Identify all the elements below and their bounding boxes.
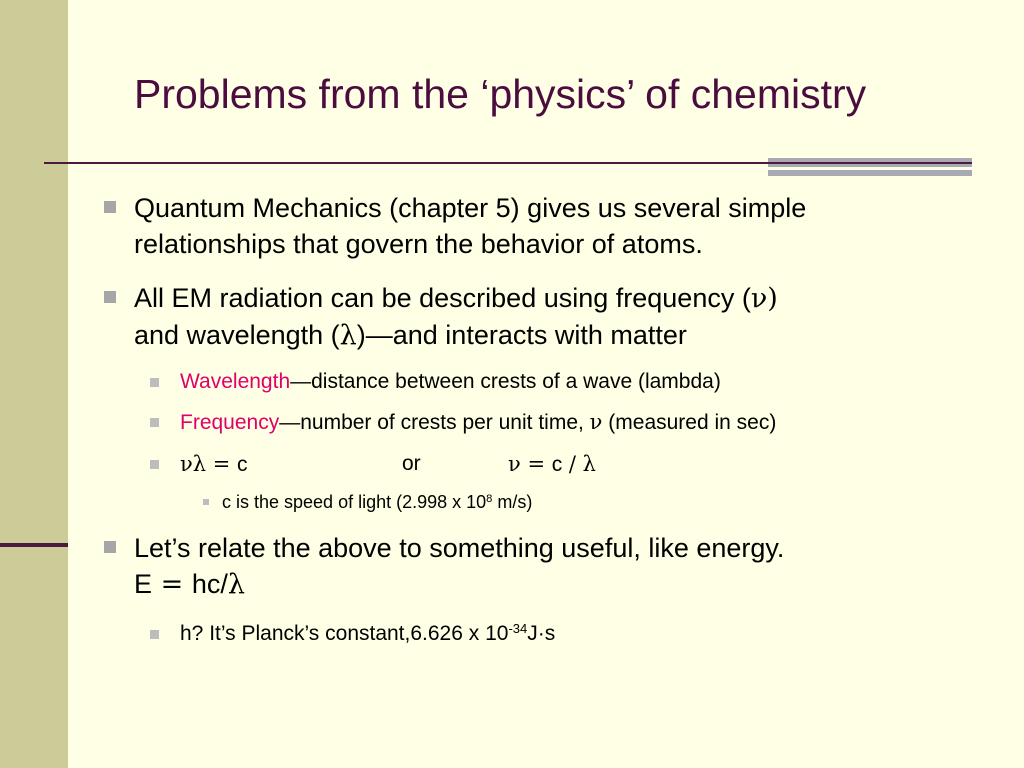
bullet-energy — [134, 530, 784, 603]
bullet-em-radiation — [134, 280, 778, 354]
planck-unit: J·s — [527, 622, 556, 645]
sub-bullet-wavelength — [180, 368, 721, 396]
bullet-text-line: Let’s relate the above to something useful, like energy. — [134, 533, 785, 563]
planck-exponent: -34 — [508, 620, 528, 636]
bullet-marker — [104, 291, 116, 303]
equation-left — [180, 450, 248, 479]
equation-right — [508, 450, 596, 479]
bullet-text-line — [134, 317, 778, 354]
close-paren: ) — [767, 283, 778, 314]
equation-or: or — [402, 452, 421, 475]
lambda-symbol: λ — [339, 320, 357, 351]
equation-greek: ν = — [508, 452, 552, 476]
wavelength-term: Wavelength — [180, 370, 291, 393]
equation-greek: νλ = — [180, 452, 238, 476]
title-underline — [44, 162, 972, 164]
bullet-text: )—and interacts with matter — [356, 320, 687, 350]
frequency-definition-tail: (measured in sec) — [602, 411, 777, 434]
title-accent-bar-lower — [768, 170, 972, 176]
sub-sub-bullet-speed-of-light — [222, 491, 532, 513]
energy-hc: hc/ — [191, 569, 228, 599]
frequency-term: Frequency — [180, 411, 280, 434]
wavelength-definition: —distance between crests of a wave (lambda) — [290, 370, 721, 393]
sub-bullet-planck — [180, 620, 555, 648]
bullet-text-line — [134, 280, 778, 317]
bullet-quantum-mechanics — [134, 190, 806, 262]
equation-c: c — [551, 453, 563, 476]
planck-text: h? It’s Planck’s constant,6.626 x 10 — [180, 622, 509, 645]
lambda-symbol: λ — [227, 569, 245, 600]
energy-e: E — [134, 569, 153, 599]
bullet-text-line: relationships that govern the behavior of atoms. — [134, 229, 703, 259]
nu-symbol: ν — [750, 283, 768, 314]
equation-c: c — [237, 453, 248, 476]
sub-bullet-marker — [150, 418, 159, 427]
bullet-text: All EM radiation can be described using frequency ( — [134, 283, 751, 313]
bullet-text: and wavelength ( — [134, 320, 340, 350]
nu-symbol: ν — [589, 410, 603, 434]
sub-bullet-marker — [150, 460, 159, 469]
left-accent-rule — [0, 543, 68, 547]
bullet-text-line: Quantum Mechanics (chapter 5) gives us several simple — [134, 193, 807, 223]
equals-sign: = — [152, 569, 192, 600]
bullet-text-line — [134, 566, 784, 603]
speed-exponent: 8 — [486, 492, 493, 505]
sub-sub-bullet-marker — [203, 499, 209, 505]
slide-title: Problems from the ‘physics’ of chemistry — [134, 71, 867, 117]
sub-bullet-marker — [150, 630, 159, 639]
sub-bullet-marker — [150, 378, 159, 387]
equation-lambda: / λ — [562, 452, 596, 476]
left-decorative-bar — [0, 0, 68, 768]
speed-text: c is the speed of light (2.998 x 10 — [222, 492, 487, 512]
frequency-definition: —number of crests per unit time, — [279, 411, 590, 434]
bullet-marker — [104, 541, 116, 553]
bullet-marker — [104, 201, 116, 213]
speed-unit: m/s) — [492, 492, 533, 512]
sub-bullet-frequency — [180, 408, 776, 437]
